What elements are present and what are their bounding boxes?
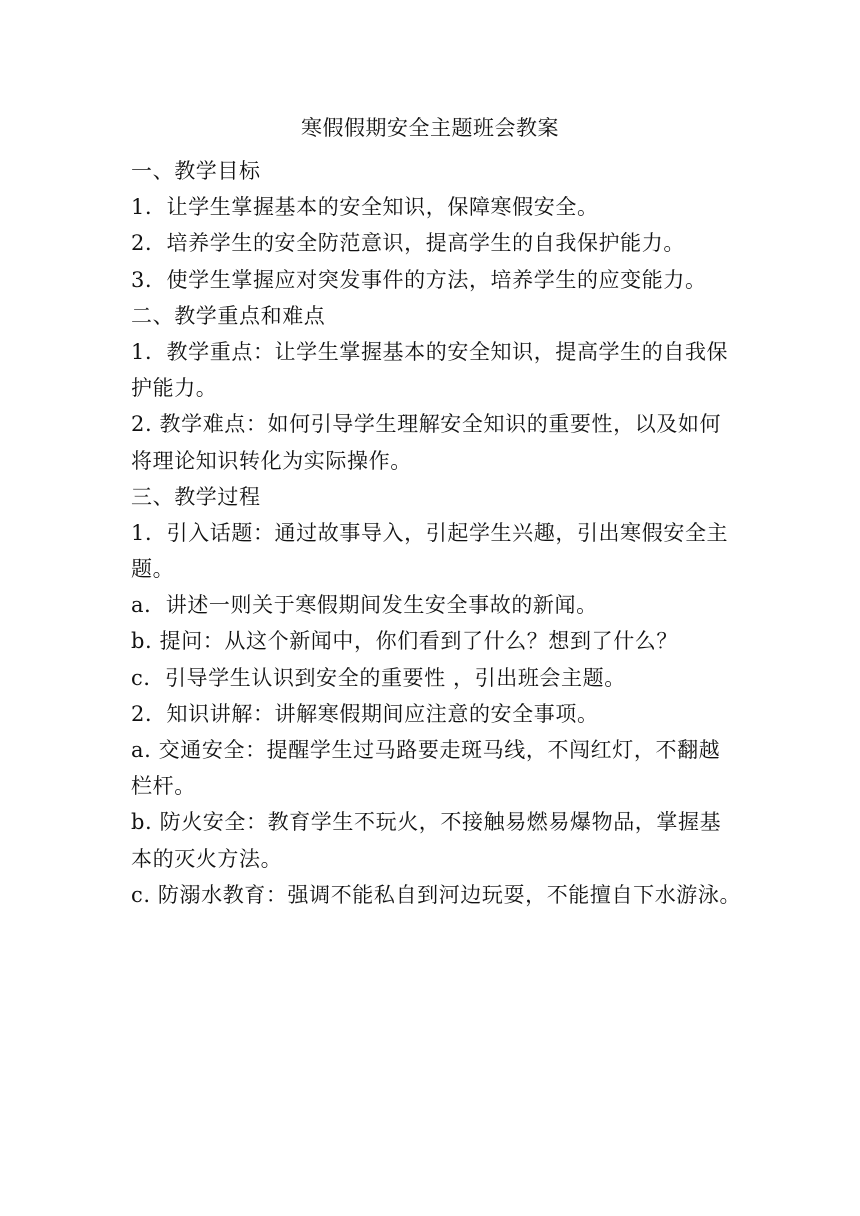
section-heading-process: 三、教学过程 <box>131 484 261 509</box>
document-title: 寒假假期安全主题班会教案 <box>301 116 559 140</box>
process-2: 2．知识讲解：讲解寒假期间应注意的安全事项。 <box>131 701 599 726</box>
process-2b-line-2: 本的灭火方法。 <box>131 846 283 871</box>
key-point-1-line-2: 护能力。 <box>131 376 218 401</box>
process-2b-line-1: b. 防火安全：教育学生不玩火，不接触易燃易爆物品，掌握基 <box>131 810 722 835</box>
key-point-2-line-2: 将理论知识转化为实际操作。 <box>131 448 412 473</box>
process-2a-line-1: a. 交通安全：提醒学生过马路要走斑马线，不闯红灯，不翻越 <box>131 738 721 762</box>
document-body <box>131 153 742 913</box>
objective-1: 1．让学生掌握基本的安全知识，保障寒假安全。 <box>131 195 599 220</box>
objective-2: 2．培养学生的安全防范意识，提高学生的自我保护能力。 <box>131 231 685 256</box>
process-1b: b. 提问：从这个新闻中，你们看到了什么？想到了什么？ <box>131 629 678 654</box>
objective-3: 3．使学生掌握应对突发事件的方法，培养学生的应变能力。 <box>131 267 707 292</box>
section-heading-objectives: 一、教学目标 <box>131 159 261 183</box>
process-1-line-1: 1．引入话题：通过故事导入，引起学生兴趣，引出寒假安全主 <box>131 520 729 545</box>
key-point-1-line-1: 1．教学重点：让学生掌握基本的安全知识，提高学生的自我保 <box>131 339 729 364</box>
key-point-2-line-1: 2. 教学难点：如何引导学生理解安全知识的重要性，以及如何 <box>131 412 722 437</box>
process-1c: c．引导学生认识到安全的重要性 ，引出班会主题。 <box>131 665 626 690</box>
process-2c: c. 防溺水教育：强调不能私自到河边玩耍，不能擅自下水游泳。 <box>131 882 742 907</box>
process-1-line-2: 题。 <box>131 557 175 582</box>
process-1a: a．讲述一则关于寒假期间发生安全事故的新闻。 <box>131 593 598 618</box>
section-heading-key-points: 二、教学重点和难点 <box>131 303 326 328</box>
process-2a-line-2: 栏杆。 <box>131 774 196 799</box>
